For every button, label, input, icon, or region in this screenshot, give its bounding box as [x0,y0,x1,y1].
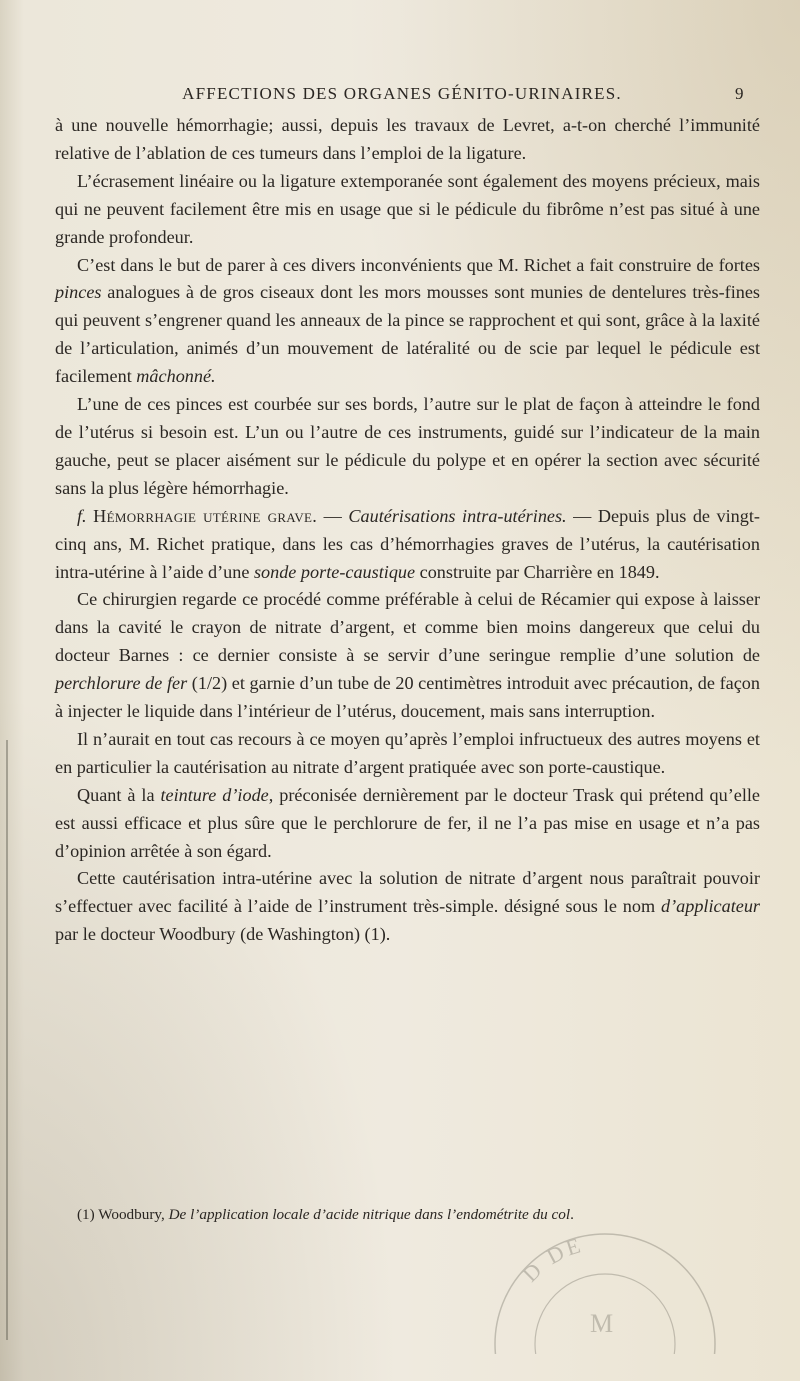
text-run: , préconisée dernièrement par le docteur Trask qui prétend qu’elle est aussi efficace et plus sûre que le perchlorure de fer, il ne l’a pas mise en usage et n’a pas d’opinion arrêtée à son égard. [55,784,760,861]
emphasis: perchlorure de fer [55,673,188,694]
stamp-inner-text: M [590,1309,614,1338]
text-run: Cette cautérisation intra-utérine avec la solution de nitrate d’argent nous paraîtrait pouvoir s’effectuer avec facilité à l’aide de l’instrument très-simple. désigné sous le nom [55,868,760,917]
paragraph-pinces [55,252,760,392]
text-run: Ce chirurgien regarde ce procédé comme préférable à celui de Récamier qui expose à laisser dans la cavité le crayon de nitrate d’argent, et comme bien moins dangereux que celui du docteur Barnes : ce dernier consiste à se servir d’une seringue remplie d’une solution de [55,589,760,666]
footnote-text: . [570,1206,574,1223]
section-label: f. [77,505,94,526]
emphasis: d’applicateur [660,896,760,917]
emphasis: Cautérisations intra-utérines. [348,505,567,526]
footnote-title: De l’application locale d’acide nitrique dans l’endométrite du col [168,1206,571,1223]
emphasis: sonde porte-caustique [253,561,416,582]
page-number: 9 [735,84,744,103]
emphasis: mâchonné. [136,366,216,387]
paragraph-applicateur [55,865,760,949]
footnote-text: (1) Woodbury, [77,1206,169,1223]
text-run: — Depuis plus de vingt-cinq ans, M. Richet pratique, dans les cas d’hémorrhagies graves de l’utérus, la cautérisation intra-utérine à l’aide d’une [55,505,760,582]
text-run: construite par Charrière en 1849. [415,561,660,582]
text-run: L’une de ces pinces est courbée sur ses bords, l’autre sur le plat de façon à atteindre le fond de l’utérus si besoin est. L’un ou l’autre de ces instruments, guidé sur l’indicateur de la main gauche, peut se placer aisément sur le pédicule du polype et en opérer la section avec sécurité sans la plus légère hémorrhagie. [55,394,760,498]
text-run: — [317,505,349,526]
text-run: Il n’aurait en tout cas recours à ce moyen qu’après l’emploi infructueux des autres moyens et en particulier la cautérisation au nitrate d’argent pratiquée avec son porte-caustique. [55,728,760,777]
section-heading: Hémorrhagie utérine grave. [93,505,318,526]
paragraph-ecrasement [55,168,760,252]
binding-shadow [6,740,8,1340]
paragraph-procede [55,586,760,726]
text-run: Quant à la [77,784,161,805]
text-run: (1/2) et garnie d’un tube de 20 centimètres introduit avec précaution, de façon à injecter le liquide dans l’intérieur de l’utérus, doucement, mais sans interruption. [55,673,760,722]
library-stamp [470,1224,740,1354]
paragraph-courbee [55,391,760,503]
text-run: analogues à de gros ciseaux dont les mors mousses sont munies de dentelures très-fines qui peuvent s’engrener quand les anneaux de la pince se rapprochent et qui sont, grâce à la laxité de l’articulation, animés d’un mouvement de latéralité ou de scie par lequel le pédicule est facilement [55,282,760,387]
svg-text:D DE [517,1232,586,1287]
paragraph-hemorrhagie [55,503,760,587]
text-run: à une nouvelle hémorrhagie; aussi, depuis les travaux de Levret, a-t-on cherché l’immunité relative de l’ablation de ces tumeurs dans l’emploi de la ligature. [55,115,760,163]
paragraph-continuation [55,112,760,168]
emphasis: teinture d’iode [160,784,269,805]
running-head: AFFECTIONS DES ORGANES GÉNITO-URINAIRES. [182,84,622,103]
footnote [77,1205,757,1225]
paragraph-iode [55,782,760,866]
stamp-arc-text: D DE [517,1231,586,1287]
text-run: C’est dans le but de parer à ces divers inconvénients que M. Richet a fait construire de fortes [77,254,760,275]
text-run: par le docteur Woodbury (de Washington) (1). [55,924,391,945]
emphasis: pinces [55,282,102,303]
body-text [55,112,760,949]
text-run: L’écrasement linéaire ou la ligature extemporanée sont également des moyens précieux, mais qui ne peuvent facilement être mis en usage que si le pédicule du fibrôme n’est pas situé à une grande profondeur. [55,170,760,247]
paragraph-recours [55,726,760,782]
